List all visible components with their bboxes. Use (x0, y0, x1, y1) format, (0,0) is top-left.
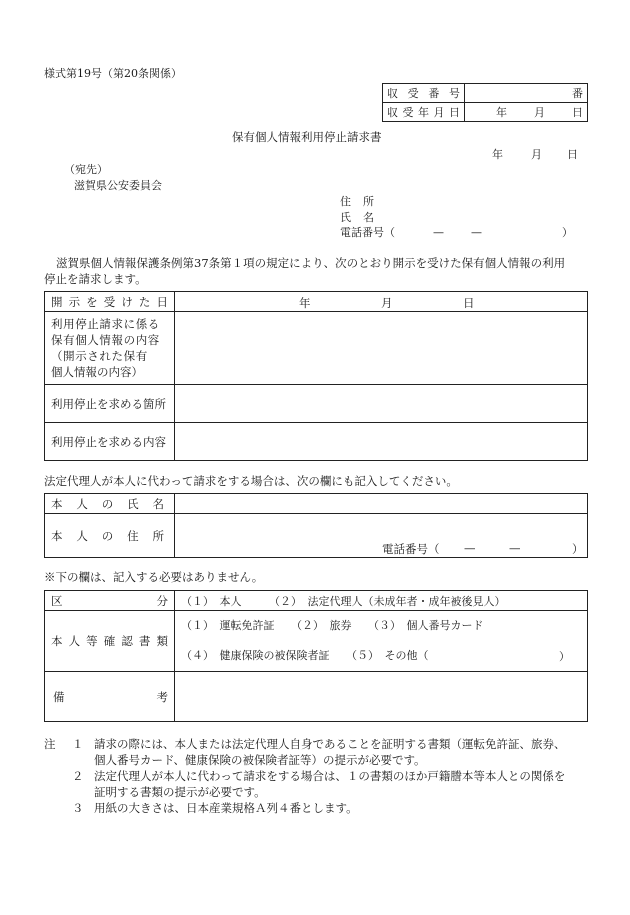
suspension-content-field[interactable] (175, 423, 588, 461)
suspension-content-label: 利用停止を求める内容 (45, 423, 175, 461)
info-content-label: 利用停止請求に係る 保有個人情報の内容 （開示された保有 個人情報の内容） (45, 312, 175, 385)
note-2-number: ２ (72, 769, 84, 783)
suspension-location-label: 利用停止を求める箇所 (45, 385, 175, 423)
receipt-date-label: 収 受 年 月 日 (383, 103, 465, 122)
info-content-field[interactable] (175, 312, 588, 385)
body-text-line-1: 滋賀県個人情報保護条例第37条第１項の規定により、次のとおり開示を受けた保有個人情報の利用 (56, 256, 566, 270)
applicant-phone-dash-2: — (471, 226, 482, 239)
receipt-number-field[interactable] (465, 84, 588, 103)
office-note: ※下の欄は、記入する必要はありません。 (44, 570, 264, 584)
document-title: 保有個人情報利用停止請求書 (232, 130, 382, 144)
id-documents-line-1: （１） 運転免許証 （２） 旅券 （３） 個人番号カード (181, 619, 484, 632)
body-text-line-2: 停止を請求します。 (44, 272, 147, 286)
receipt-box (382, 83, 588, 122)
principal-phone-dash-2: — (509, 541, 521, 555)
principal-phone-close: ） (572, 542, 584, 556)
notes (44, 736, 604, 816)
note-1-text-2: 個人番号カード、健康保険の被保険者証等）の提示が必要です。 (94, 753, 426, 767)
category-options: （１） 本人 （２） 法定代理人（未成年者・成年被後見人） (175, 591, 588, 611)
note-2-text-2: 証明する書類の提示が必要です。 (94, 785, 266, 799)
addressee: 滋賀県公安委員会 (74, 179, 162, 192)
principal-name-field[interactable] (175, 494, 588, 514)
disclosure-year: 年 (299, 296, 311, 310)
receipt-date-field[interactable]: 年 月 日 (465, 103, 588, 122)
body-paragraph (44, 255, 592, 287)
applicant-phone-dash-1: — (433, 226, 444, 239)
agent-note: 法定代理人が本人に代わって請求をする場合は、次の欄にも記入してください。 (44, 474, 458, 488)
principal-phone-dash-1: — (464, 541, 476, 555)
id-documents-label: 本 人 等 確 認 書 類 (45, 611, 175, 672)
principal-name-label: 本 人 の 氏 名 (45, 494, 175, 514)
note-1-text-1: 請求の際には、本人または法定代理人自身であることを証明する書類（運転免許証、旅券、 (94, 737, 566, 751)
note-3-text: 用紙の大きさは、日本産業規格Ａ列４番とします。 (94, 801, 358, 815)
applicant-name-label: 氏 名 (340, 211, 374, 224)
disclosure-date-field[interactable] (175, 292, 588, 312)
request-table (44, 291, 588, 461)
note-1-number: １ (72, 737, 84, 751)
principal-table (44, 493, 588, 558)
principal-address-label: 本 人 の 住 所 (45, 514, 175, 558)
form-number: 様式第19号（第20条関係） (44, 67, 182, 80)
note-2-text-1: 法定代理人が本人に代わって請求をする場合は、１の書類のほか戸籍謄本等本人との関係を (94, 769, 566, 783)
principal-phone-label: 電話番号（ (382, 542, 440, 556)
category-label: 区 分 (45, 591, 175, 611)
applicant-address-label: 住 所 (340, 195, 374, 208)
disclosure-day: 日 (463, 296, 475, 310)
disclosure-month: 月 (381, 296, 393, 310)
notes-head: 注 (44, 737, 56, 751)
applicant-phone-label: 電話番号（ (340, 226, 395, 239)
remarks-field[interactable] (175, 672, 588, 722)
date-line-day: 日 (567, 148, 578, 161)
office-table (44, 590, 588, 722)
disclosure-date-label: 開 示 を 受 け た 日 (45, 292, 175, 312)
remarks-label: 備 考 (45, 672, 175, 722)
note-3-number: ３ (72, 801, 84, 815)
id-documents-line-2: （４） 健康保険の被保険者証 （５） その他（ ） (181, 649, 570, 663)
applicant-phone-close: ） (562, 226, 573, 239)
date-line-year: 年 (492, 148, 503, 161)
suspension-location-field[interactable] (175, 385, 588, 423)
receipt-number-label: 収 受 番 号 (383, 84, 465, 103)
addressee-prefix: （宛先） (64, 163, 108, 176)
date-line-month: 月 (531, 148, 542, 161)
receipt-number-suffix: 番 (572, 87, 583, 100)
id-documents-options (175, 611, 588, 672)
principal-address-field[interactable] (175, 514, 588, 558)
